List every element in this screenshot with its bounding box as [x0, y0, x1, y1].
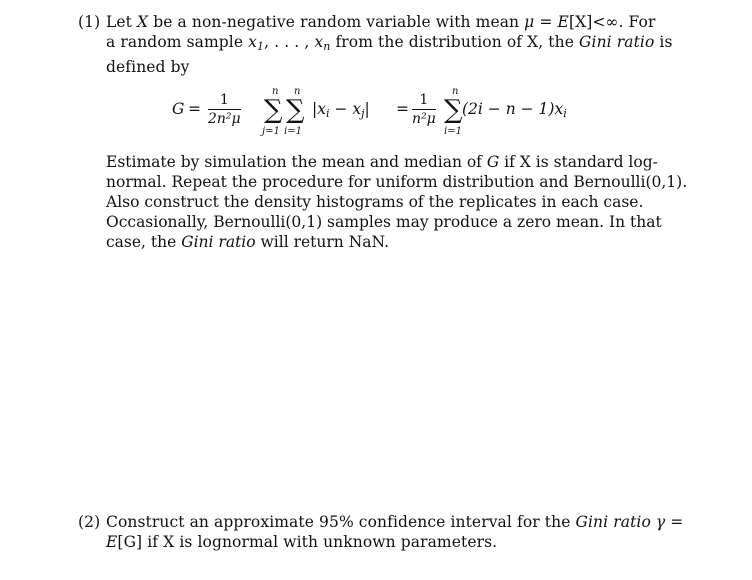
sum-1-upper: n: [272, 86, 279, 97]
gini-ratio-term: Gini ratio: [579, 33, 655, 51]
problem-1-line-3: defined by: [106, 58, 190, 76]
sum-1-lower: j=1: [262, 126, 280, 137]
problem-1-number: (1): [78, 13, 101, 31]
sigma-2-icon: ∑: [286, 95, 305, 125]
problem-1-line-1: (1) Let X be a non-negative random variable with mean μ = E[X]<∞. For: [78, 13, 656, 31]
fraction-1-numerator: 1: [219, 92, 229, 108]
problem-2-line-2: E[G] if X is lognormal with unknown parameters.: [106, 533, 498, 551]
instructions-line-5: case, the Gini ratio will return NaN.: [106, 233, 390, 251]
instructions-line-1: Estimate by simulation the mean and median of G if X is standard log-: [106, 153, 658, 171]
instructions-line-2: normal. Repeat the procedure for uniform distribution and Bernoulli(0,1).: [106, 173, 688, 191]
sum-3-lower: i=1: [444, 126, 462, 137]
instructions-line-4: Occasionally, Bernoulli(0,1) samples may produce a zero mean. In that: [106, 213, 662, 231]
fraction-2: [412, 92, 436, 127]
fraction-1: [208, 92, 241, 127]
sum-2-upper: n: [294, 86, 301, 97]
fraction-1-denominator: 2n²μ: [208, 111, 241, 127]
sigma-3-icon: ∑: [444, 95, 463, 125]
problem-1-line-2: a random sample $x_1$, . . . , $x_n$ from the distribution of X, the Gini ratio is: [106, 33, 673, 53]
sum-3-upper: n: [452, 86, 459, 97]
formula-equals-1: =: [188, 100, 201, 118]
gini-formula: [172, 86, 592, 142]
abs-difference: $|x_i - x_j|$: [312, 100, 370, 120]
formula-equals-2: =: [396, 100, 409, 118]
sum-2-lower: i=1: [284, 126, 302, 137]
problem-1-instructions: [106, 152, 688, 252]
weighted-term: $(2i - n - 1)x_i$: [462, 100, 567, 120]
fraction-2-bar: [412, 109, 436, 110]
formula-G: G: [172, 100, 185, 118]
sigma-1-icon: ∑: [264, 95, 283, 125]
fraction-1-bar: [208, 109, 241, 110]
problem-2-number: (2): [78, 513, 101, 531]
problem-1: [78, 12, 673, 77]
instructions-line-3: Also construct the density histograms of the replicates in each case.: [106, 193, 644, 211]
fraction-2-denominator: n²μ: [412, 111, 436, 127]
problem-2-line-1: (2) Construct an approximate 95% confidence interval for the Gini ratio γ =: [78, 513, 684, 531]
problem-2: [78, 512, 684, 552]
fraction-2-numerator: 1: [419, 92, 429, 108]
